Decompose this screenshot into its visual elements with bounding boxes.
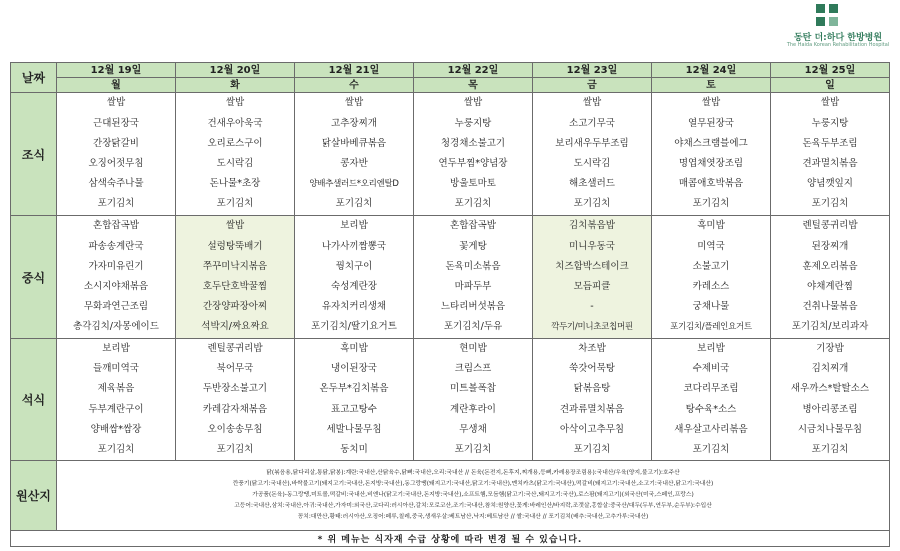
origin-row-label: 원산지 xyxy=(11,461,57,531)
breakfast-menu-cell xyxy=(414,93,533,216)
dish-item: 포기김치 xyxy=(811,443,849,455)
dish-item: 무생채 xyxy=(459,423,487,435)
origin-row xyxy=(11,461,890,531)
dish-item: 깍두기/미니초코칩머핀 xyxy=(551,322,633,333)
dinner-menu-cell xyxy=(652,339,771,461)
lunch-menu-cell xyxy=(414,216,533,339)
lunch-menu-cell xyxy=(652,216,771,339)
dish-item: 미역국 xyxy=(697,240,725,252)
breakfast-menu-cell xyxy=(533,93,652,216)
dish-item: 렌틸콩귀리밥 xyxy=(207,343,263,354)
dish-item: 오리로스구이 xyxy=(207,137,263,149)
footer-note: * 위 메뉴는 식자재 수급 상황에 따라 변경 될 수 있습니다. xyxy=(11,531,890,547)
dish-item: 보리밥 xyxy=(340,220,368,232)
dish-item: 방울토마토 xyxy=(450,178,496,190)
breakfast-menu-cell xyxy=(652,93,771,216)
dish-item: 표고고탕수 xyxy=(331,403,377,415)
lunch-row-label: 중식 xyxy=(11,216,57,339)
dish-item: 도시락김 xyxy=(216,158,254,169)
dinner-menu-cell xyxy=(533,339,652,461)
dish-item: 포기김치 xyxy=(573,198,611,210)
dish-item: 소고기무국 xyxy=(569,117,615,129)
day-weekday: 금 xyxy=(533,78,652,93)
dish-item: 보리새우두부조림 xyxy=(555,137,629,149)
dish-item: 소시지야채볶음 xyxy=(83,281,149,292)
dish-item: 건취나물볶음 xyxy=(802,301,858,313)
dish-item: 포기김치/딸기요거트 xyxy=(311,321,397,333)
dish-item: 흑미밥 xyxy=(697,220,725,232)
hospital-cross-icon xyxy=(816,4,838,26)
dish-item: 쌀밥 xyxy=(463,97,483,109)
dish-item: 모듬피클 xyxy=(573,281,611,292)
dish-item: 꽃게탕 xyxy=(459,240,487,252)
dish-item: 야채스크램블에그 xyxy=(674,137,748,149)
dish-item: 혼합잡곡밥 xyxy=(93,220,139,232)
dish-item: 쌀밥 xyxy=(582,97,602,109)
dish-item: 포기김치 xyxy=(216,443,254,455)
lunch-menu-cell xyxy=(771,216,890,339)
dish-item: 두부계란구이 xyxy=(88,403,144,415)
dish-item: 돈나물*초장 xyxy=(209,178,261,190)
dish-item: 오이송송무침 xyxy=(207,423,263,435)
dish-item: 쌀밥 xyxy=(701,97,721,109)
origin-info xyxy=(57,461,890,531)
dinner-menu-cell xyxy=(57,339,176,461)
dish-item: 석박지/짜요짜요 xyxy=(201,321,269,333)
dish-item: 매콤애호박볶음 xyxy=(678,178,744,190)
day-weekday: 일 xyxy=(771,78,890,93)
dish-item: 파송송계란국 xyxy=(88,240,144,252)
day-weekday: 화 xyxy=(176,78,295,93)
origin-line: 고등어:국내산,삼치:국내산,아귀:국내산,가자미:외국산,코다리:러시아산,갈치:모로코산,조기:국내산,참치:원양산,꽃게:바레인산/바지락,조갯살,홍합살:중국산/대두(두부,연두부,순두부):수입산 xyxy=(234,503,712,510)
dish-item: 마파두부 xyxy=(454,281,492,292)
dish-item: 열무된장국 xyxy=(688,117,734,129)
dish-item: 코다리무조림 xyxy=(683,383,739,395)
dish-item: 설렁탕뚝배기 xyxy=(207,240,263,252)
date-row xyxy=(11,63,890,78)
dish-item: 삼색숙주나물 xyxy=(88,178,144,190)
breakfast-menu-cell xyxy=(771,93,890,216)
dish-item: 치즈함박스테이크 xyxy=(555,260,629,272)
dish-item: 보리밥 xyxy=(697,343,725,354)
dish-item: 오징어젓무침 xyxy=(88,158,144,169)
dish-item: 숙성계란장 xyxy=(331,281,377,292)
dish-item: 가자미유린기 xyxy=(88,260,144,272)
dinner-menu-cell xyxy=(771,339,890,461)
dinner-menu-cell xyxy=(414,339,533,461)
dish-item: 포기김치 xyxy=(454,198,492,210)
dish-item: 쑥갓어묵탕 xyxy=(569,363,615,375)
day-date: 12월 21일 xyxy=(295,63,414,78)
dish-item: 간장닭갈비 xyxy=(93,137,139,149)
origin-line: 꽁치:대만산,황태:러시아산,오징어:페루,칠레,중국,생새우살:베트남산,낙지:베트남산 // 쌀:국내산 // 포기김치(배추:국내산,고추가루:국내산) xyxy=(297,514,649,521)
dish-item: 계란후라이 xyxy=(450,403,496,415)
breakfast-menu-cell xyxy=(295,93,414,216)
lunch-menu-cell xyxy=(57,216,176,339)
dinner-row-label: 석식 xyxy=(11,339,57,461)
dish-item: 김치찌개 xyxy=(811,363,849,375)
breakfast-row xyxy=(11,93,890,216)
dish-item: 병아리콩조림 xyxy=(802,403,858,415)
dish-item: 김치볶음밥 xyxy=(569,220,615,232)
dish-item: 온두부*김치볶음 xyxy=(319,383,389,395)
dish-item: 포기김치 xyxy=(97,443,135,455)
origin-line: 가공품(돈육)-동그랑땡,미트볼,떡갈비:국내산,비엔나(닭고기:국내산,돈지방:국내산),소프트햄,모듬햄(닭고기:국산,돼지고기:국산),로스팜(돼지고기)(외국산(미국,스페인,프랑스) xyxy=(252,492,694,499)
dish-item: - xyxy=(590,301,594,313)
dish-item: 카레소스 xyxy=(692,281,730,292)
dish-item: 쭈꾸미낙지볶음 xyxy=(202,260,268,272)
dish-item: 돈육두부조림 xyxy=(802,137,858,149)
dish-item: 양념깻잎지 xyxy=(807,178,853,190)
day-weekday: 월 xyxy=(57,78,176,93)
lunch-menu-cell xyxy=(533,216,652,339)
day-date: 12월 20일 xyxy=(176,63,295,78)
dish-item: 누룽지탕 xyxy=(454,117,492,129)
dish-item: 양배쌈*쌈장 xyxy=(90,423,142,435)
dinner-menu-cell xyxy=(295,339,414,461)
breakfast-menu-cell xyxy=(57,93,176,216)
dish-item: 포기김치/두유 xyxy=(443,321,503,333)
dish-item: 새우살고사리볶음 xyxy=(674,423,748,435)
dish-item: 견과멸치볶음 xyxy=(802,158,858,169)
dish-item: 야채계란찜 xyxy=(807,281,853,292)
day-date: 12월 22일 xyxy=(414,63,533,78)
dish-item: 궁채나물 xyxy=(692,301,730,313)
dish-item: 현미밥 xyxy=(459,343,487,354)
dish-item: 미트볼폭찹 xyxy=(450,383,496,395)
dish-item: 쌀밥 xyxy=(344,97,364,109)
dish-item: 호두단호박꿀찜 xyxy=(202,281,268,292)
dish-item: 포기김치 xyxy=(811,198,849,210)
dish-item: 무화과연근조림 xyxy=(83,301,149,313)
dish-item: 동치미 xyxy=(340,443,368,455)
hospital-name: 동탄 더:하다 한방병원 xyxy=(793,33,883,43)
dish-item: 포기김치 xyxy=(692,198,730,210)
dish-item: 포기김치/플레인요거트 xyxy=(670,322,752,333)
dinner-row xyxy=(11,339,890,461)
dish-item: 간장양파장아찌 xyxy=(202,301,268,313)
dish-item: 북어무국 xyxy=(216,363,254,375)
day-weekday: 토 xyxy=(652,78,771,93)
dish-item: 견과류멸치볶음 xyxy=(559,403,625,415)
dish-item: 기장밥 xyxy=(816,343,844,354)
dish-item: 포기김치 xyxy=(216,198,254,210)
dish-item: 흑미밥 xyxy=(340,343,368,354)
dish-item: 쌀밥 xyxy=(225,97,245,109)
day-date: 12월 24일 xyxy=(652,63,771,78)
lunch-row xyxy=(11,216,890,339)
dish-item: 수제비국 xyxy=(692,363,730,375)
day-date: 12월 19일 xyxy=(57,63,176,78)
dish-item: 크림스프 xyxy=(454,363,492,375)
day-weekday: 수 xyxy=(295,78,414,93)
dish-item: 돈육미소볶음 xyxy=(445,260,501,272)
hospital-subtitle: The Haida Korean Rehabilitation Hospital xyxy=(786,42,890,48)
breakfast-menu-cell xyxy=(176,93,295,216)
dish-item: 아삭이고추무침 xyxy=(559,423,625,435)
dish-item: 렌틸콩귀리밥 xyxy=(802,220,858,232)
lunch-menu-cell xyxy=(295,216,414,339)
dish-item: 훈제오리볶음 xyxy=(802,260,858,272)
dish-item: 닭볶음탕 xyxy=(573,383,611,395)
date-row-label: 날짜 xyxy=(11,63,57,93)
weekday-row xyxy=(11,78,890,93)
dish-item: 쌀밥 xyxy=(820,97,840,109)
dish-item: 포기김치 xyxy=(454,443,492,455)
dish-item: 혼합잡곡밥 xyxy=(450,220,496,232)
day-weekday: 목 xyxy=(414,78,533,93)
dish-item: 두반장소불고기 xyxy=(202,383,268,395)
hospital-logo xyxy=(782,4,894,50)
dish-item: 된장찌개 xyxy=(811,240,849,252)
origin-line: 깐풍기(닭고기:국내산),바싹불고기(돼지고기:국내산,돈지방:국내산),동그랑땡(돼지고기:국내산,닭고기:국내산),멘치카츠(닭고기:국내산),떡갈비(돼지고기:국내산,소고기:국내산,닭고기:국내산) xyxy=(232,480,714,487)
dish-item: 시금치나물무침 xyxy=(797,423,863,435)
note-row xyxy=(11,531,890,547)
dish-item: 카레감자채볶음 xyxy=(202,403,268,415)
dish-item: 닭살바베큐볶음 xyxy=(321,137,387,149)
dish-item: 나가사끼짬뽕국 xyxy=(321,240,387,252)
dish-item: 청경채소불고기 xyxy=(440,137,506,149)
dish-item: 들깨미역국 xyxy=(93,363,139,375)
dinner-menu-cell xyxy=(176,339,295,461)
dish-item: 도시락김 xyxy=(573,158,611,169)
dish-item: 총각김치/자몽에이드 xyxy=(73,321,159,333)
dish-item: 고추장찌개 xyxy=(331,117,377,129)
dish-item: 명엽채엿장조림 xyxy=(678,158,744,169)
dish-item: 꿩치구이 xyxy=(335,260,373,272)
day-date: 12월 25일 xyxy=(771,63,890,78)
dish-item: 세발나물무침 xyxy=(326,423,382,435)
dish-item: 쌀밥 xyxy=(225,220,245,232)
day-date: 12월 23일 xyxy=(533,63,652,78)
dish-item: 포기김치 xyxy=(335,198,373,210)
dish-item: 쌀밥 xyxy=(106,97,126,109)
dish-item: 콩자반 xyxy=(340,158,368,169)
dish-item: 근대된장국 xyxy=(93,117,139,129)
dish-item: 양배추샐러드*오리엔탈D xyxy=(309,179,399,190)
breakfast-row-label: 조식 xyxy=(11,93,57,216)
dish-item: 포기김치/보리과자 xyxy=(791,321,869,333)
weekly-menu-table xyxy=(10,62,890,547)
dish-item: 연두부찜*양념장 xyxy=(438,158,508,169)
dish-item: 제육볶음 xyxy=(97,383,135,395)
dish-item: 느타리버섯볶음 xyxy=(440,301,506,313)
dish-item: 미니우동국 xyxy=(569,240,615,252)
dish-item: 보리밥 xyxy=(102,343,130,354)
dish-item: 해초샐러드 xyxy=(569,178,615,190)
origin-line: 닭(볶음용,닭다리살,통닭,닭봉):계란:국내산,산닭육수,닭뼈:국내산,오리:국내산 // 돈육(돈전지,돈후지,찌개용,등뼈,카레용장조림용):국내산/우육(양지,불고기):호주산 xyxy=(266,469,680,476)
dish-item: 포기김치 xyxy=(692,443,730,455)
dish-item: 탕수육*소스 xyxy=(685,403,737,415)
dish-item: 건새우아욱국 xyxy=(207,117,263,129)
dish-item: 포기김치 xyxy=(573,443,611,455)
dish-item: 차조밥 xyxy=(578,343,606,354)
dish-item: 누룽지탕 xyxy=(811,117,849,129)
dish-item: 포기김치 xyxy=(97,198,135,210)
dish-item: 유자치커리생채 xyxy=(321,301,387,313)
dish-item: 냉이된장국 xyxy=(331,363,377,375)
lunch-menu-cell xyxy=(176,216,295,339)
dish-item: 새우까스*탈탈소스 xyxy=(790,383,870,395)
dish-item: 소불고기 xyxy=(692,260,730,272)
